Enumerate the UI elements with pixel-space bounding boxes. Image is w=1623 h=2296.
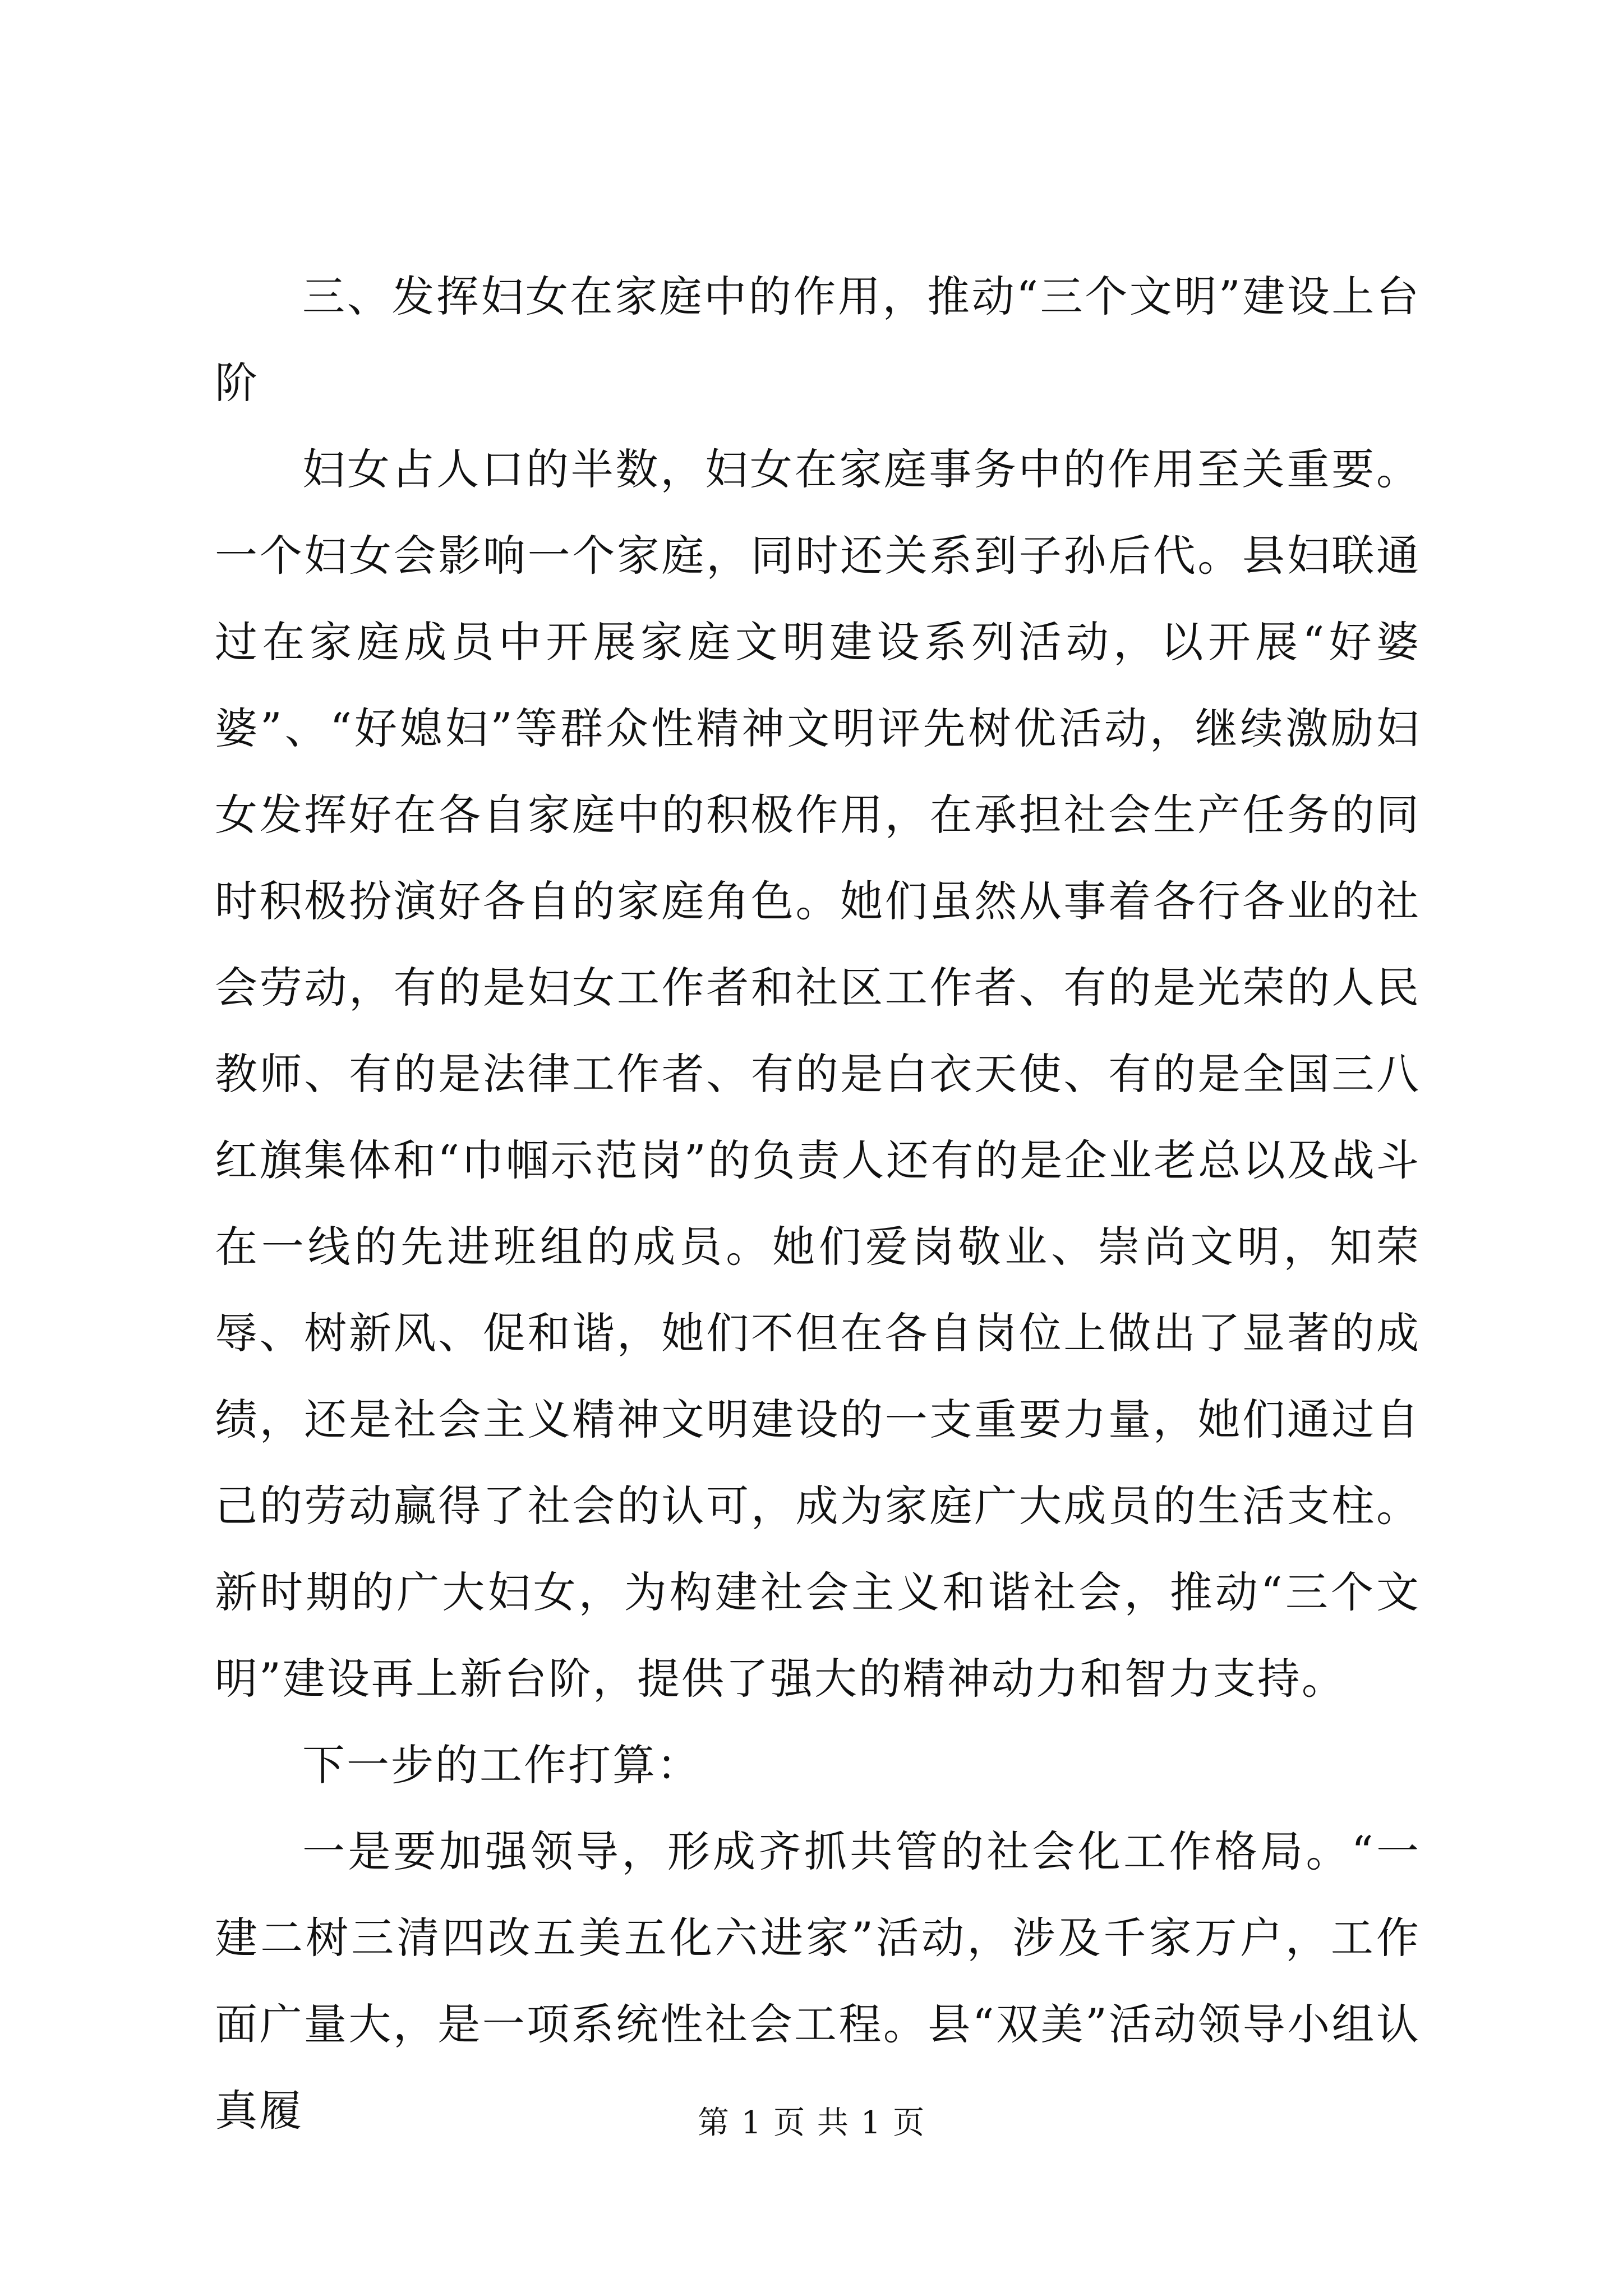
document-body bbox=[215, 254, 1421, 2154]
body-paragraph: 一是要加强领导，形成齐抓共管的社会化工作格局。“一建二树三清四改五美五化六进家”活动，涉及千家万户，工作面广量大，是一项系统性社会工程。县“双美”活动领导小组认真履 bbox=[215, 1826, 1421, 2136]
next-steps-heading: 下一步的工作打算： bbox=[302, 1740, 701, 1790]
page-number: 第 1 页 共 1 页 bbox=[697, 2105, 926, 2141]
body-paragraph: 妇女占人口的半数，妇女在家庭事务中的作用至关重要。一个妇女会影响一个家庭，同时还关系到子孙后代。县妇联通过在家庭成员中开展家庭文明建设系列活动，以开展“好婆婆”、“好媳妇”等群众性精神文明评先树优活动，继续激励妇女发挥好在各自家庭中的积极作用，在承担社会生产任务的同时积极扮演好各自的家庭角色。她们虽然从事着各行各业的社会劳动，有的是妇女工作者和社区工作者、有的是光荣的人民教师、有的是法律工作者、有的是白衣天使、有的是全国三八红旗集体和“巾帼示范岗”的负责人还有的是企业老总以及战斗在一线的先进班组的成员。她们爱岗敬业、崇尚文明，知荣辱、树新风、促和谐，她们不但在各自岗位上做出了显著的成绩，还是社会主义精神文明建设的一支重要力量，她们通过自己的劳动赢得了社会的认可，成为家庭广大成员的生活支柱。新时期的广大妇女，为构建社会主义和谐社会，推动“三个文明”建设再上新台阶，提供了强大的精神动力和智力支持。 bbox=[215, 444, 1421, 1704]
section-heading: 三、发挥妇女在家庭中的作用，推动“三个文明”建设上台阶 bbox=[215, 272, 1421, 408]
